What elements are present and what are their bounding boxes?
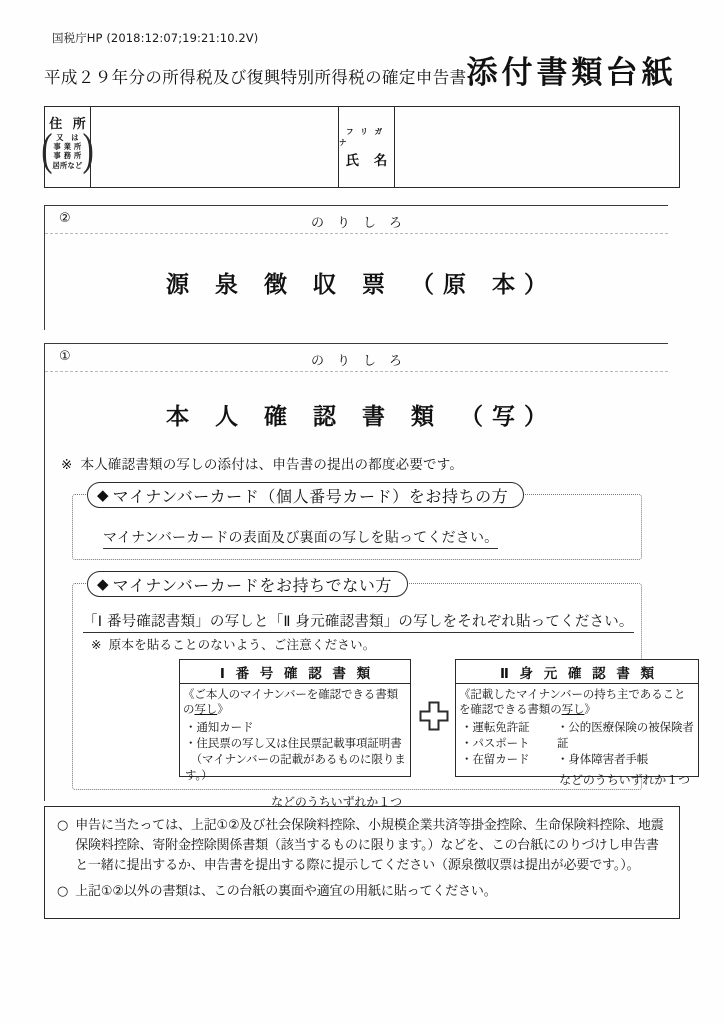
docbox-1-item: ・住民票の写し又は住民票記載事項証明書: [185, 736, 402, 751]
docbox-2-sub-line2-prefix: を確認できる書類の: [459, 701, 562, 716]
caution-mark-icon: ※: [91, 637, 102, 652]
panel-has-card-instruction: マイナンバーカードの表面及び裏面の写しを貼ってください。: [103, 527, 498, 549]
address-name-table: [41, 106, 680, 188]
address-sublabel-list: [53, 133, 83, 170]
panel-has-card-title: マイナンバーカード（個人番号カード）をお持ちの方: [112, 486, 509, 506]
docbox-number-confirmation: [179, 659, 411, 809]
panel-has-mynumber-card: [72, 485, 642, 560]
docbox-2-sub-underline: 写し: [561, 701, 585, 716]
panel-no-card-tab: [87, 571, 408, 597]
identity-note: [61, 453, 668, 473]
bottom-note-item: [57, 816, 669, 875]
docbox-1-sub-prefix: 《ご本人のマイナンバーを確認できる書類の: [183, 687, 398, 716]
address-sublabel-group: [41, 125, 94, 176]
name-furigana-label: フリガナ: [339, 126, 390, 147]
panel-no-card-caution: [91, 635, 375, 653]
docbox-2-item: ・公的医療保険の被保険者証: [557, 720, 694, 751]
bottom-notes-box: [44, 806, 680, 919]
address-sublabel-3: 事 務 所: [53, 151, 82, 161]
section-withholding-slip: [44, 205, 668, 330]
docbox-2-subtitle: [456, 684, 698, 716]
paren-close: ): [82, 125, 94, 176]
section-number-2: ②: [59, 211, 71, 226]
panel-no-card-caution-text: 原本を貼ることのないよう、ご注意ください。: [108, 637, 376, 652]
page-title: 添付書類台紙: [466, 55, 677, 91]
docbox-1-subtitle: [180, 684, 410, 716]
docbox-1-sub-suffix: 》: [217, 701, 229, 716]
docbox-2-item: ・運転免許証: [461, 720, 530, 735]
docbox-2-sub-line2-suffix: 》: [584, 701, 596, 716]
bottom-note-item: [57, 882, 669, 902]
panel-no-mynumber-card: [72, 574, 694, 809]
docbox-1-footnote: などのうちいずれか１つ: [271, 794, 402, 809]
docbox-2-item-column-left: [461, 720, 557, 768]
name-label: 氏 名: [345, 152, 393, 169]
address-label-cell: [41, 107, 94, 187]
section-title-2: 源 泉 徴 収 票 （原 本）: [165, 272, 557, 298]
docbox-2-heading: Ⅱ 身 元 確 認 書 類: [456, 660, 698, 684]
docbox-2-item-list: [456, 716, 698, 768]
bottom-note-text: 上記①②以外の書類は、この台紙の裏面や適宜の用紙に貼ってください。: [75, 884, 497, 900]
docbox-1-item: （マイナンバーの記載があるものに限ります。）: [185, 752, 406, 783]
docbox-1-sub-underline: 写し: [194, 701, 218, 716]
plus-icon: [419, 701, 449, 731]
docbox-identity-confirmation: [455, 659, 699, 788]
form-subtitle: 平成２９年分の所得税及び復興特別所得税の確定申告書: [44, 68, 467, 87]
page-title-row: [44, 55, 680, 91]
address-label: 住 所: [49, 117, 89, 132]
norishiro-label-2: のりしろ: [310, 216, 415, 231]
bottom-note-text: 申告に当たっては、上記①②及び社会保険料控除、小規模企業共済等掛金控除、生命保険料控除、地震保険料控除、寄附金控除関係書類（該当するものに限ります。）などを、この台紙にのりづけし申告書と一緒に提出するか、申告書を提出する際に提示してください（源泉徴収票は提出が必要です。）。: [75, 818, 664, 873]
nta-hp-timestamp: 国税庁HP (2018:12:07;19:21:10.2V): [52, 31, 259, 45]
note-mark-icon: ※: [61, 457, 73, 473]
panel-no-card-instruction: 「Ⅰ 番号確認書類」の写しと「Ⅱ 身元確認書類」の写しをそれぞれ貼ってください。: [83, 610, 634, 633]
diamond-icon: ◆: [97, 485, 109, 504]
docbox-1-heading: Ⅰ 番 号 確 認 書 類: [180, 660, 410, 684]
docbox-1-item-list: [180, 716, 410, 783]
bullet-circle-icon: ○: [57, 818, 69, 833]
name-input-area[interactable]: [395, 107, 679, 187]
name-label-cell: [339, 107, 395, 187]
address-sublabel-4: 居所など: [52, 160, 83, 170]
section-number-1: ①: [59, 349, 71, 364]
panel-has-card-tab: [87, 482, 524, 508]
norishiro-label-1: のりしろ: [310, 354, 415, 369]
docbox-2-footnote: などのうちいずれか１つ: [559, 773, 690, 788]
address-sublabel-2: 事 業 所: [53, 142, 82, 152]
docbox-1-item: ・通知カード: [185, 720, 254, 735]
norishiro-row-1: [45, 344, 668, 372]
docbox-2-sub-line1: 《記載したマイナンバーの持ち主であること: [459, 687, 686, 701]
docbox-2-item-column-right: [557, 720, 698, 768]
diamond-icon: ◆: [97, 574, 109, 593]
identity-note-text: 本人確認書類の写しの添付は、申告書の提出の都度必要です。: [80, 457, 464, 473]
norishiro-row-2: [45, 206, 668, 234]
address-sublabel-1: 又 は: [56, 133, 79, 142]
docbox-2-item: ・身体障害者手帳: [557, 752, 649, 767]
section-title-1: 本 人 確 認 書 類 （写）: [165, 404, 557, 430]
docbox-2-item: ・パスポート: [461, 736, 530, 751]
address-input-area[interactable]: [91, 107, 339, 187]
paren-open: (: [41, 125, 53, 176]
bullet-circle-icon: ○: [57, 884, 69, 900]
docbox-2-item: ・在留カード: [461, 752, 530, 767]
panel-no-card-title: マイナンバーカードをお持ちでない方: [112, 575, 393, 595]
